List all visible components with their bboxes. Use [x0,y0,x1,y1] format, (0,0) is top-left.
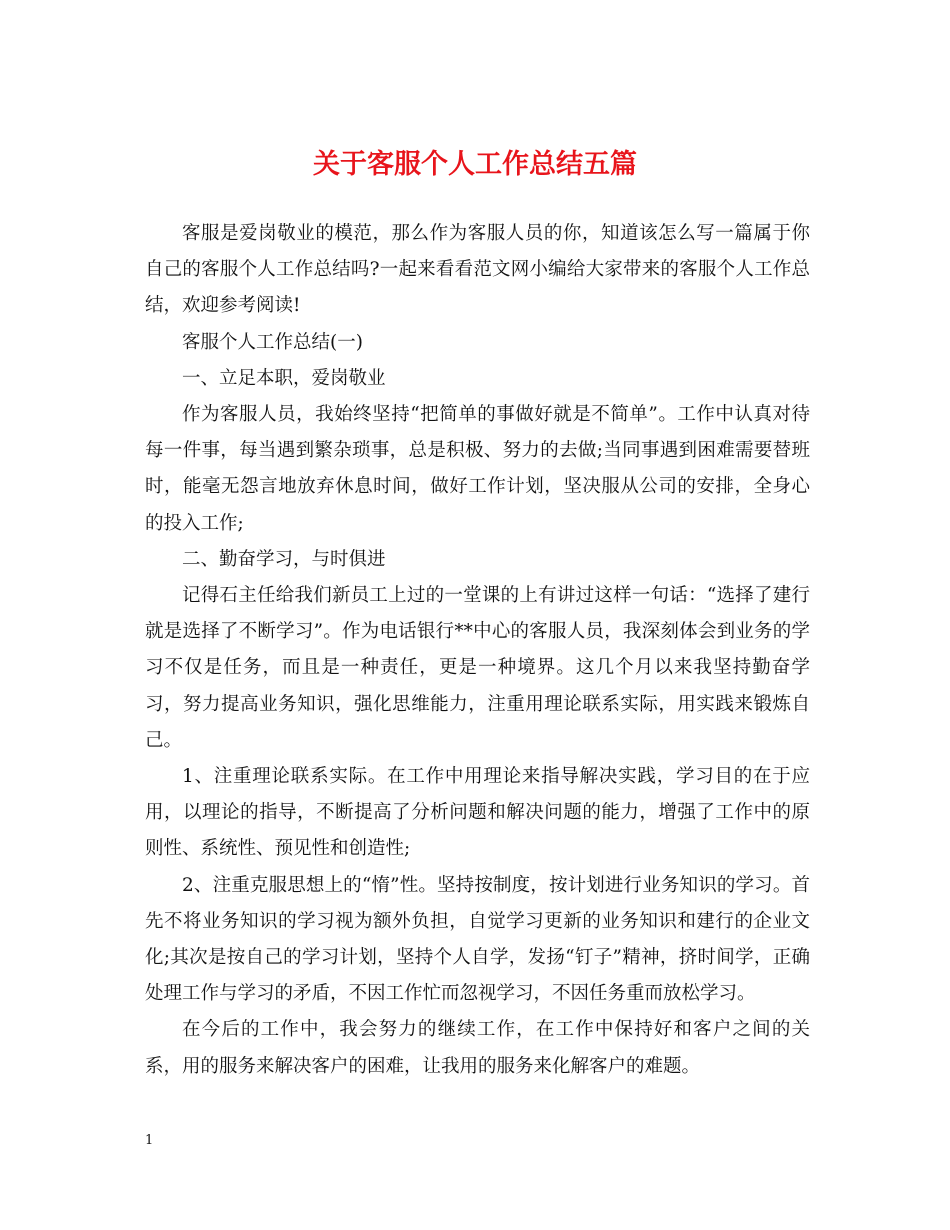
intro-paragraph: 客服是爱岗敬业的模范，那么作为客服人员的你，知道该怎么写一篇属于你自己的客服个人工作总结吗?一起来看看范文网小编给大家带来的客服个人工作总结，欢迎参考阅读! [145,223,810,317]
body-paragraph: 1、注重理论联系实际。在工作中用理论来指导解决实践，学习目的在于应用，以理论的指导，不断提高了分析问题和解决问题的能力，增强了工作中的原则性、系统性、预见性和创造性; [145,766,810,860]
body-paragraph: 记得石主任给我们新员工上过的一堂课的上有讲过这样一句话：“选择了建行就是选择了不断学习”。作为电话银行**中心的客服人员，我深刻体会到业务的学习不仅是任务，而且是一种责任，更是一种境界。这几个月以来我坚持勤奋学习，努力提高业务知识，强化思维能力，注重用理论联系实际，用实践来锻炼自己。 [145,585,810,751]
body-paragraph: 2、注重克服思想上的“惰”性。坚持按制度，按计划进行业务知识的学习。首先不将业务知识的学习视为额外负担，自觉学习更新的业务知识和建行的企业文化;其次是按自己的学习计划，坚持个人自学，发扬“钉子”精神，挤时间学，正确处理工作与学习的矛盾，不因工作忙而忽视学习，不因任务重而放松学习。 [145,874,810,1005]
section-heading: 客服个人工作总结(一) [182,331,363,353]
subsection-heading: 二、勤奋学习，与时俱进 [182,548,386,570]
body-paragraph: 作为客服人员，我始终坚持“把简单的事做好就是不简单”。工作中认真对待每一件事，每当遇到繁杂琐事，总是积极、努力的去做;当同事遇到困难需要替班时，能毫无怨言地放弃休息时间，做好工作计划，坚决服从公司的安排，全身心的投入工作; [145,404,810,534]
document-body [145,216,810,1085]
document-title: 关于客服个人工作总结五篇 [313,149,637,180]
page-number: 1 [145,1133,154,1148]
subsection-heading: 一、立足本职，爱岗敬业 [182,367,386,389]
closing-paragraph: 在今后的工作中，我会努力的继续工作，在工作中保持好和客户之间的关系，用的服务来解决客户的困难，让我用的服务来化解客户的难题。 [145,1019,810,1077]
